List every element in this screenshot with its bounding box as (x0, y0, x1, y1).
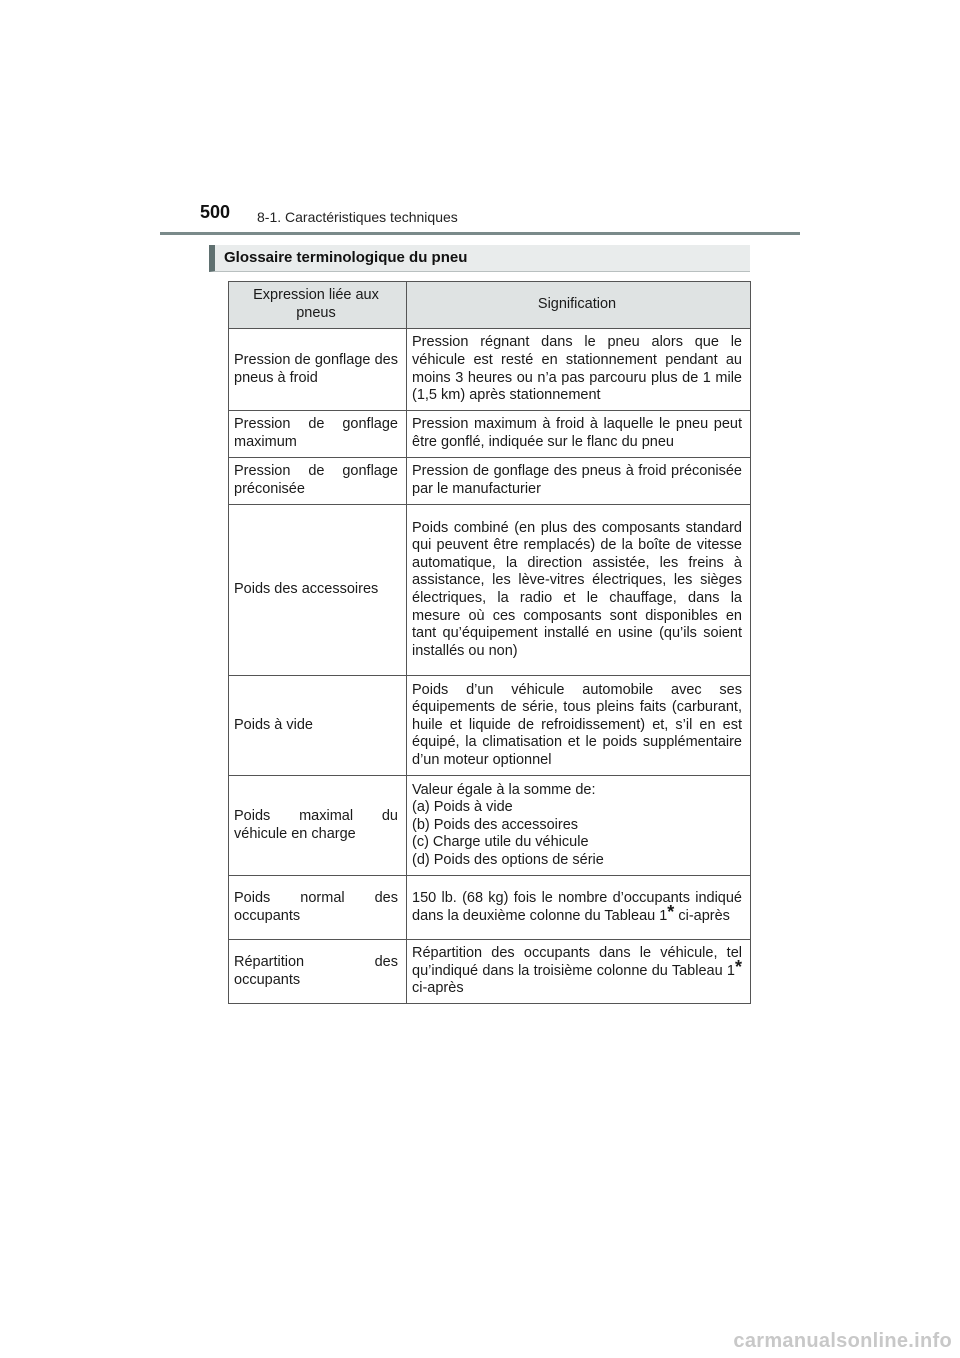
definition-cell: Poids d’un véhicule automobile avec ses équipements de série, tous pleins faits (carburant, huile et liquide de refroidissement) et, s’il en est équipé, la climatisation et le poids supplémentaire d’un moteur optionnel (407, 676, 751, 776)
term-cell: Poids normal des occupants (229, 876, 407, 940)
table-row (229, 458, 751, 505)
table-row (229, 776, 751, 876)
table-row (229, 676, 751, 776)
term-cell: Poids à vide (229, 676, 407, 776)
header-divider (160, 232, 800, 235)
term-cell: Poids maximal du véhicule en charge (229, 776, 407, 876)
term-cell: Pression de gonflage préconisée (229, 458, 407, 505)
definition-line: (b) Poids des accessoires (412, 816, 579, 833)
table-row (229, 940, 751, 1004)
definition-cell: Poids combiné (en plus des composants standard qui peuvent être remplacés) de la boîte de vitesse automatique, la direction assistée, les freins à assistance, les lève-vitres électriques, les sièges électriques, la radio et le chauffage, dans la mesure où ces composants sont disponibles en tant qu’équipement installé en usine (qu’ils soient installés ou non) (407, 505, 751, 676)
definition-cell: Pression maximum à froid à laquelle le pneu peut être gonflé, indiquée sur le flanc du pneu (407, 411, 751, 458)
definition-cell: Pression régnant dans le pneu alors que le véhicule est resté en stationnement pendant au moins 3 heures ou n’a pas parcouru plus de 1 mile (1,5 km) après stationnement (407, 329, 751, 411)
definition-line: Valeur égale à la somme de: (412, 781, 596, 798)
definition-line: (d) Poids des options de série (412, 851, 604, 868)
definition-text: Répartition des occupants dans le véhicule, tel qu’indiqué dans la troisième colonne du Tableau 1 (412, 945, 742, 979)
definition-text-suffix: ci-après (412, 980, 464, 997)
table-row (229, 505, 751, 676)
table-row (229, 876, 751, 940)
chapter-title: 8-1. Caractéristiques techniques (257, 209, 458, 225)
definition-cell (407, 876, 751, 940)
definition-cell (407, 776, 751, 876)
asterisk-footnote-mark: * (667, 901, 675, 922)
column-header-term: Expression liée aux pneus (229, 282, 407, 329)
table-header-row (229, 282, 751, 329)
definition-line: (a) Poids à vide (412, 799, 513, 816)
term-cell: Répartition des occupants (229, 940, 407, 1004)
definition-text-suffix: ci-après (674, 907, 730, 924)
asterisk-footnote-mark: * (734, 956, 742, 977)
table-row (229, 329, 751, 411)
glossary-table (228, 281, 751, 1004)
definition-text: 150 lb. (68 kg) fois le nombre d’occupants indiqué dans la deuxième colonne du Tableau 1 (412, 889, 742, 924)
definition-cell (407, 940, 751, 1004)
table-row (229, 411, 751, 458)
column-header-meaning: Signification (407, 282, 751, 329)
watermark-text: carmanualsonline.info (733, 1330, 952, 1352)
page-number: 500 (200, 202, 231, 222)
term-cell: Pression de gonflage des pneus à froid (229, 329, 407, 411)
definition-cell: Pression de gonflage des pneus à froid préconisée par le manufacturier (407, 458, 751, 505)
definition-line: (c) Charge utile du véhicule (412, 834, 589, 851)
term-cell: Poids des accessoires (229, 505, 407, 676)
section-heading: Glossaire terminologique du pneu (209, 245, 750, 272)
term-cell: Pression de gonflage maximum (229, 411, 407, 458)
